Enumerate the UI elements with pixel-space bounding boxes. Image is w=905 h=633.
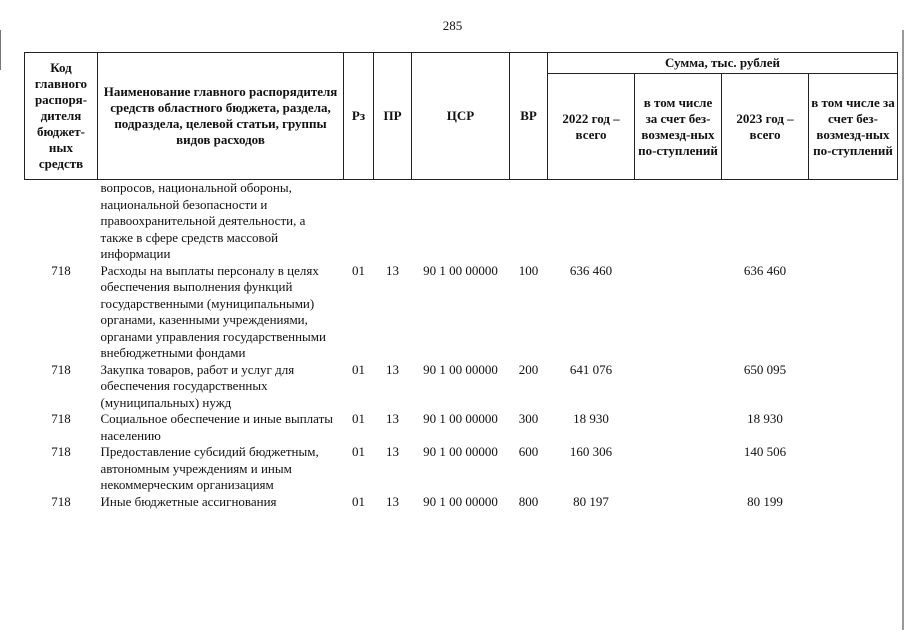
cell-2022-total: 641 076 bbox=[569, 361, 613, 377]
cell-csr: 90 1 00 00000 bbox=[423, 411, 498, 426]
cell-code: 718 bbox=[51, 493, 71, 509]
cell-pr: 13 bbox=[386, 262, 399, 278]
cell-csr: 90 1 00 00000 bbox=[423, 444, 498, 459]
cell-2023-total: 140 506 bbox=[743, 444, 787, 459]
cell-code: 718 bbox=[51, 411, 71, 426]
cell-vr bbox=[510, 180, 548, 263]
cell-vr: 800 bbox=[518, 493, 539, 509]
cell-2023-total: 636 460 bbox=[743, 262, 787, 278]
cell-name: Иные бюджетные ассигнования bbox=[100, 493, 277, 509]
cell-csr: 90 1 00 00000 bbox=[423, 361, 498, 377]
scan-edge-right bbox=[902, 30, 904, 630]
scan-edge-left bbox=[0, 30, 1, 70]
cell-2022-free bbox=[635, 444, 722, 494]
cell-pr: 13 bbox=[386, 411, 399, 426]
header-name: Наименование главного распорядителя средств областного бюджета, раздела, подраздела, целевой статьи, группы видов расходов bbox=[98, 53, 344, 180]
page-number: 285 bbox=[442, 18, 463, 33]
cell-vr: 600 bbox=[518, 444, 539, 459]
cell-2023-free bbox=[809, 494, 898, 511]
cell-2023-total: 650 095 bbox=[743, 361, 787, 377]
cell-vr: 300 bbox=[518, 411, 539, 426]
cell-name: Предоставление субсидий бюджетным, автономным учреждениям и иным некоммерческим организациям bbox=[100, 444, 319, 492]
cell-code: 718 bbox=[51, 444, 71, 459]
table-row bbox=[25, 263, 898, 362]
cell-code bbox=[25, 180, 98, 263]
cell-2022-total: 636 460 bbox=[569, 262, 613, 278]
cell-rz bbox=[344, 180, 374, 263]
cell-2022-free bbox=[635, 411, 722, 444]
header-2022-free: в том числе за счет без-возмезд-ных по-ступлений bbox=[635, 74, 722, 180]
cell-2023-total bbox=[722, 180, 809, 263]
cell-pr: 13 bbox=[386, 361, 399, 377]
cell-csr: 90 1 00 00000 bbox=[423, 262, 498, 278]
header-vr: ВР bbox=[510, 53, 548, 180]
cell-2022-total: 80 197 bbox=[573, 493, 609, 509]
cell-2023-free bbox=[809, 263, 898, 362]
header-code: Код главного распоря-дителя бюджет-ных средств bbox=[25, 53, 98, 180]
cell-pr: 13 bbox=[386, 493, 399, 509]
cell-2023-free bbox=[809, 180, 898, 263]
budget-table bbox=[24, 52, 898, 510]
cell-pr bbox=[374, 180, 412, 263]
cell-name: Закупка товаров, работ и услуг для обеспечения государственных (муниципальных) нужд bbox=[100, 361, 295, 410]
header-rz: Рз bbox=[344, 53, 374, 180]
cell-2022-free bbox=[635, 494, 722, 511]
header-2023-total: 2023 год – всего bbox=[722, 74, 809, 180]
cell-pr: 13 bbox=[386, 444, 399, 459]
cell-2022-total: 160 306 bbox=[569, 444, 613, 459]
cell-vr: 100 bbox=[518, 262, 539, 278]
cell-2022-total bbox=[548, 180, 635, 263]
cell-csr: 90 1 00 00000 bbox=[423, 493, 498, 509]
cell-2022-free bbox=[635, 180, 722, 263]
header-2022-total: 2022 год – всего bbox=[548, 74, 635, 180]
cell-csr bbox=[412, 180, 510, 263]
table-row bbox=[25, 444, 898, 494]
cell-vr: 200 bbox=[518, 361, 539, 377]
cell-2023-total: 18 930 bbox=[747, 411, 783, 426]
cell-rz: 01 bbox=[352, 493, 365, 509]
cell-rz: 01 bbox=[352, 411, 365, 426]
cell-name: Социальное обеспечение и иные выплаты населению bbox=[100, 411, 334, 443]
header-csr: ЦСР bbox=[412, 53, 510, 180]
cell-2023-total: 80 199 bbox=[747, 493, 783, 509]
header-2023-free: в том числе за счет без-возмезд-ных по-ступлений bbox=[809, 74, 898, 180]
cell-rz: 01 bbox=[352, 444, 365, 459]
cell-rz: 01 bbox=[352, 262, 365, 278]
cell-name: Расходы на выплаты персоналу в целях обеспечения выполнения функций государственными (муниципальными) органами, казенными учреждениями, органами управления государственными внебюджетными фондами bbox=[100, 262, 326, 360]
cell-2022-free bbox=[635, 263, 722, 362]
header-sum: Сумма, тыс. рублей bbox=[548, 53, 898, 74]
table-row bbox=[25, 494, 898, 511]
cell-2022-total: 18 930 bbox=[573, 411, 609, 426]
cell-2023-free bbox=[809, 444, 898, 494]
cell-name: вопросов, национальной обороны, национальной безопасности и правоохранительной деятельности, а также в сфере средств массовой информации bbox=[100, 180, 306, 261]
cell-2022-free bbox=[635, 362, 722, 412]
table-row bbox=[25, 180, 898, 263]
header-pr: ПР bbox=[374, 53, 412, 180]
cell-code: 718 bbox=[51, 361, 71, 377]
table-row bbox=[25, 411, 898, 444]
cell-2023-free bbox=[809, 362, 898, 412]
cell-code: 718 bbox=[51, 262, 71, 278]
cell-2023-free bbox=[809, 411, 898, 444]
cell-rz: 01 bbox=[352, 361, 365, 377]
table-row bbox=[25, 362, 898, 412]
